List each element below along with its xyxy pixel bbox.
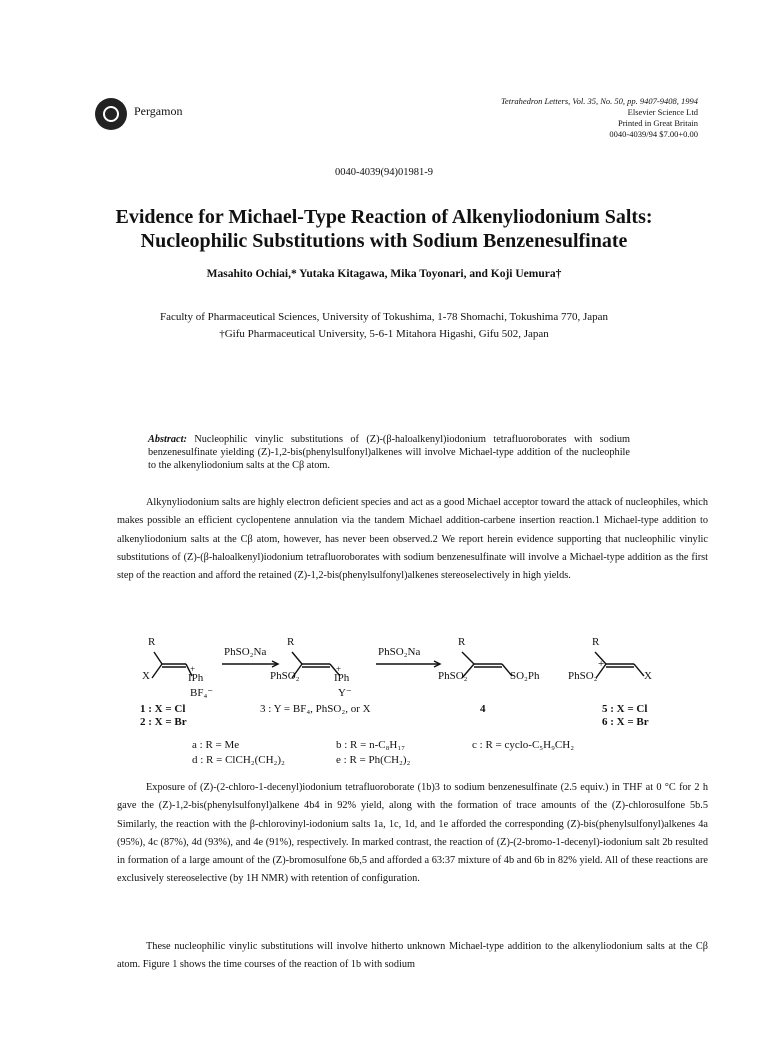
scheme-plus: + <box>598 658 605 670</box>
scheme-iodonium-plus-2: + <box>336 664 342 674</box>
pergamon-logo <box>95 98 127 130</box>
scheme-phso2-2: PhSO₂ <box>438 670 468 682</box>
abstract-label: Abstract: <box>148 434 187 445</box>
affiliations <box>60 309 708 343</box>
journal-publisher: Elsevier Science Ltd <box>627 107 698 117</box>
scheme-reagent-2: PhSO₂Na <box>378 646 421 658</box>
publisher-name: Pergamon <box>134 104 183 118</box>
journal-printed: Printed in Great Britain <box>617 118 698 128</box>
journal-price: 0040-4039/94 $7.00+0.00 <box>609 129 698 139</box>
paper-title <box>60 205 708 253</box>
compound-6-label: 6 : X = Br <box>602 716 649 728</box>
scheme-y-minus: Y⁻ <box>338 687 352 699</box>
body-paragraph-2: Exposure of (Z)-(2-chloro-1-decenyl)iodonium tetrafluoroborate (1b)3 to sodium benzenesulfinate (2.5 equiv.) in THF at 0 °C for 2 h gave the (Z)-1,2-bis(phenylsulfonyl)alkene 4b4 in 92% yield, along with the formation of trace amounts of the (Z)-chlorosulfone 5b.5 Similarly, the reaction with the β-chlorovinyl-iodonium salts 1a, 1c, 1d, and 1e afforded the corresponding (Z)-bis(phenylsulfonyl)alkenes 4a (95%), 4c (87%), 4d (93%), and 4e (91%), respectively. In marked contrast, the reaction of (Z)-(2-bromo-1-decenyl)-iodonium salt 2b resulted in formation of a large amount of the (Z)-bromosulfone 6b,5 and afforded a 63:37 mixture of 4b and 6b in 82% yield. All of these reactions are exclusively stereoselective (by 1H NMR) with retention of configuration. <box>117 782 708 885</box>
substituent-e: e : R = Ph(CH₂)₂ <box>336 754 411 766</box>
compound-1-label: 1 : X = Cl <box>140 703 186 715</box>
journal-info <box>438 96 698 140</box>
scheme-phso2-3: PhSO₂ <box>568 670 598 682</box>
scheme-iph-2: IPh <box>334 672 350 684</box>
author-list: Masahito Ochiai,* Yutaka Kitagawa, Mika Toyonari, and Koji Uemura† <box>206 268 562 280</box>
compound-4-label: 4 <box>480 703 486 715</box>
scheme-r-2: R <box>287 636 295 648</box>
scheme-x-2: X <box>644 670 652 682</box>
document-code: 0040-4039(94)01981-9 <box>335 167 433 178</box>
compound-5-label: 5 : X = Cl <box>602 703 648 715</box>
title-line-1: Evidence for Michael-Type Reaction of Alkenyliodonium Salts: <box>115 206 653 228</box>
scheme-iodonium-plus-1: + <box>190 664 196 674</box>
title-line-2: Nucleophilic Substitutions with Sodium Benzenesulfinate <box>140 230 628 252</box>
scheme-reagent-1: PhSO₂Na <box>224 646 267 658</box>
substituent-d: d : R = ClCH₂(CH₂)₂ <box>192 754 285 766</box>
affiliation-2: †Gifu Pharmaceutical University, 5-6-1 Mitahora Higashi, Gifu 502, Japan <box>219 328 549 340</box>
scheme-r-3: R <box>458 636 466 648</box>
body-paragraph-3: These nucleophilic vinylic substitutions will involve hitherto unknown Michael-type addition to the alkenyliodonium salts at the Cβ atom. Figure 1 shows the time courses of the reaction of 1b with sodium <box>117 941 708 971</box>
substituent-b: b : R = n-C₈H₁₇ <box>336 739 406 751</box>
reaction-scheme <box>140 636 700 780</box>
scheme-r-4: R <box>592 636 600 648</box>
abstract <box>148 433 630 472</box>
substituent-c: c : R = cyclo-C₅H₉CH₂ <box>472 739 575 751</box>
scheme-iph-1: IPh <box>188 672 204 684</box>
journal-citation: Tetrahedron Letters, Vol. 35, No. 50, pp. 9407-9408, 1994 <box>500 96 698 106</box>
scheme-x-1: X <box>142 670 150 682</box>
substituent-a: a : R = Me <box>192 739 240 751</box>
abstract-text: Nucleophilic vinylic substitutions of (Z)-(β-haloalkenyl)iodonium tetrafluoroborates with sodium benzenesulfinate yielding (Z)-1,2-bis(phenylsulfonyl)alkenes will involve Michael-type addition of the nucleophile to the alkenyliodonium salts at the Cβ atom. <box>148 434 630 471</box>
compound-3-label: 3 : Y = BF₄, PhSO₂, or X <box>260 703 371 715</box>
scheme-phso2-1: PhSO₂ <box>270 670 300 682</box>
scheme-bf4: BF₄⁻ <box>190 687 214 699</box>
compound-2-label: 2 : X = Br <box>140 716 187 728</box>
scheme-so2ph: SO₂Ph <box>510 670 540 682</box>
affiliation-1: Faculty of Pharmaceutical Sciences, University of Tokushima, 1-78 Shomachi, Tokushima 770, Japan <box>159 311 609 323</box>
scheme-r-1: R <box>148 636 156 648</box>
body-paragraph-1: Alkynyliodonium salts are highly electron deficient species and act as a good Michael acceptor toward the attack of nucleophiles, which makes possible an efficient cyclopentene annulation via the tandem Michael addition-carbene insertion reaction.1 Michael-type addition to alkenyliodonium salts at the Cβ atom, however, has never been observed.2 We report herein evidence supporting that nucleophilic vinylic substitutions of (Z)-(β-haloalkenyl)iodonium tetrafluoroborates with sodium benzenesulfinate will involve a Michael-type addition as the first step of the reaction and afford the retained (Z)-1,2-bis(phenylsulfonyl)alkenes stereoselectively in high yields. <box>117 497 708 582</box>
